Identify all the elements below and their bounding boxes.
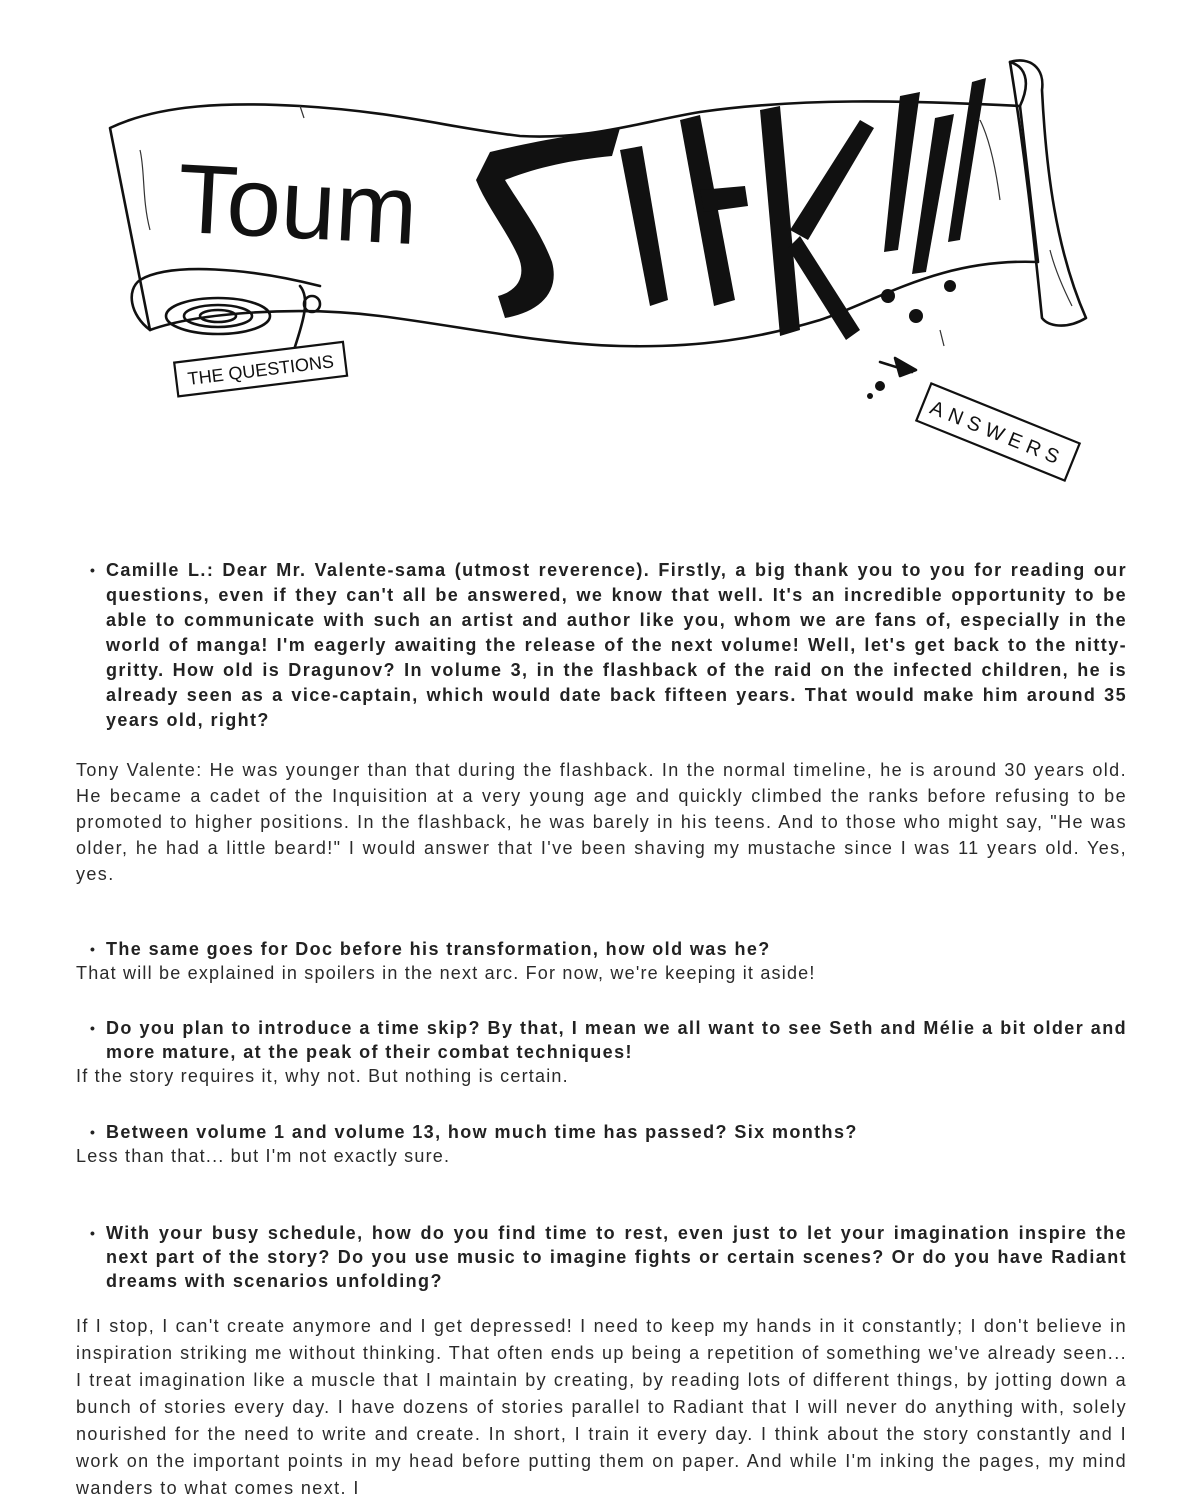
answer-2: That will be explained in spoilers in the next arc. For now, we're keeping it aside! <box>76 963 816 983</box>
toumsiak-header <box>0 0 1200 520</box>
question-5: • With your busy schedule, how do you find time to rest, even just to let your imagination inspire the next part of the story? Do you use music to imagine fights or certain scenes? Or do you have Radiant dreams with scenarios unfolding? <box>76 1221 1127 1293</box>
answers-tag <box>916 383 1079 480</box>
question-4: • Between volume 1 and volume 13, how much time has passed? Six months? <box>76 1120 1127 1145</box>
answer-1: Tony Valente: He was younger than that during the flashback. In the normal timeline, he is around 30 years old. He became a cadet of the Inquisition at a very young age and quickly climbed the ranks before refusing to be promoted to higher positions. In the flashback, he was barely in his teens. And to those who might say, "He was older, he had a little beard!" I would answer that I've been shaving my mustache since I was 11 years old. Yes, yes. <box>76 760 1127 884</box>
question-2: • The same goes for Doc before his transformation, how old was he? <box>76 937 1127 962</box>
answer-5: If I stop, I can't create anymore and I get depressed! I need to keep my hands in it constantly; I don't believe in inspiration striking me without thinking. That often ends up being a repetition of something we've already seen... I treat imagination like a muscle that I maintain by creating, by reading lots of different things, by jotting down a bunch of stories every day. I have dozens of stories parallel to Radiant that I will never do anything with, solely nourished for the need to write and create. In short, I train it every day. I think about the story constantly and I work on the important points in my head before putting them on paper. And while I'm inking the pages, my mind wanders to what comes next. I <box>76 1316 1127 1498</box>
question-3: • Do you plan to introduce a time skip? By that, I mean we all want to see Seth and Mélie a bit older and more mature, at the peak of their combat techniques! <box>76 1016 1127 1064</box>
svg-text:THE QUESTIONS: THE QUESTIONS <box>186 351 335 390</box>
logo-siak-brush <box>476 78 986 399</box>
question-1: • Camille L.: Dear Mr. Valente-sama (utmost reverence). Firstly, a big thank you to you for reading our questions, even if they can't all be answered, we know that well. It's an incredible opportunity to be able to communicate with such an artist and author like you, whom we are fans of, especially in the world of manga! I'm eagerly awaiting the release of the next volume! Well, let's get back to the nitty-gritty. How old is Dragunov? In volume 3, in the flashback of the raid on the infected children, he is already seen as a vice-captain, which would date back fifteen years. That would make him around 35 years old, right? <box>76 558 1127 733</box>
answer-3: If the story requires it, why not. But nothing is certain. <box>76 1066 569 1086</box>
questions-tag <box>174 342 347 396</box>
logo-toum: Toum <box>175 142 421 266</box>
qa-section <box>76 558 1127 1502</box>
answer-4: Less than that... but I'm not exactly sure. <box>76 1146 451 1166</box>
svg-text:ANSWERS: ANSWERS <box>926 396 1068 471</box>
